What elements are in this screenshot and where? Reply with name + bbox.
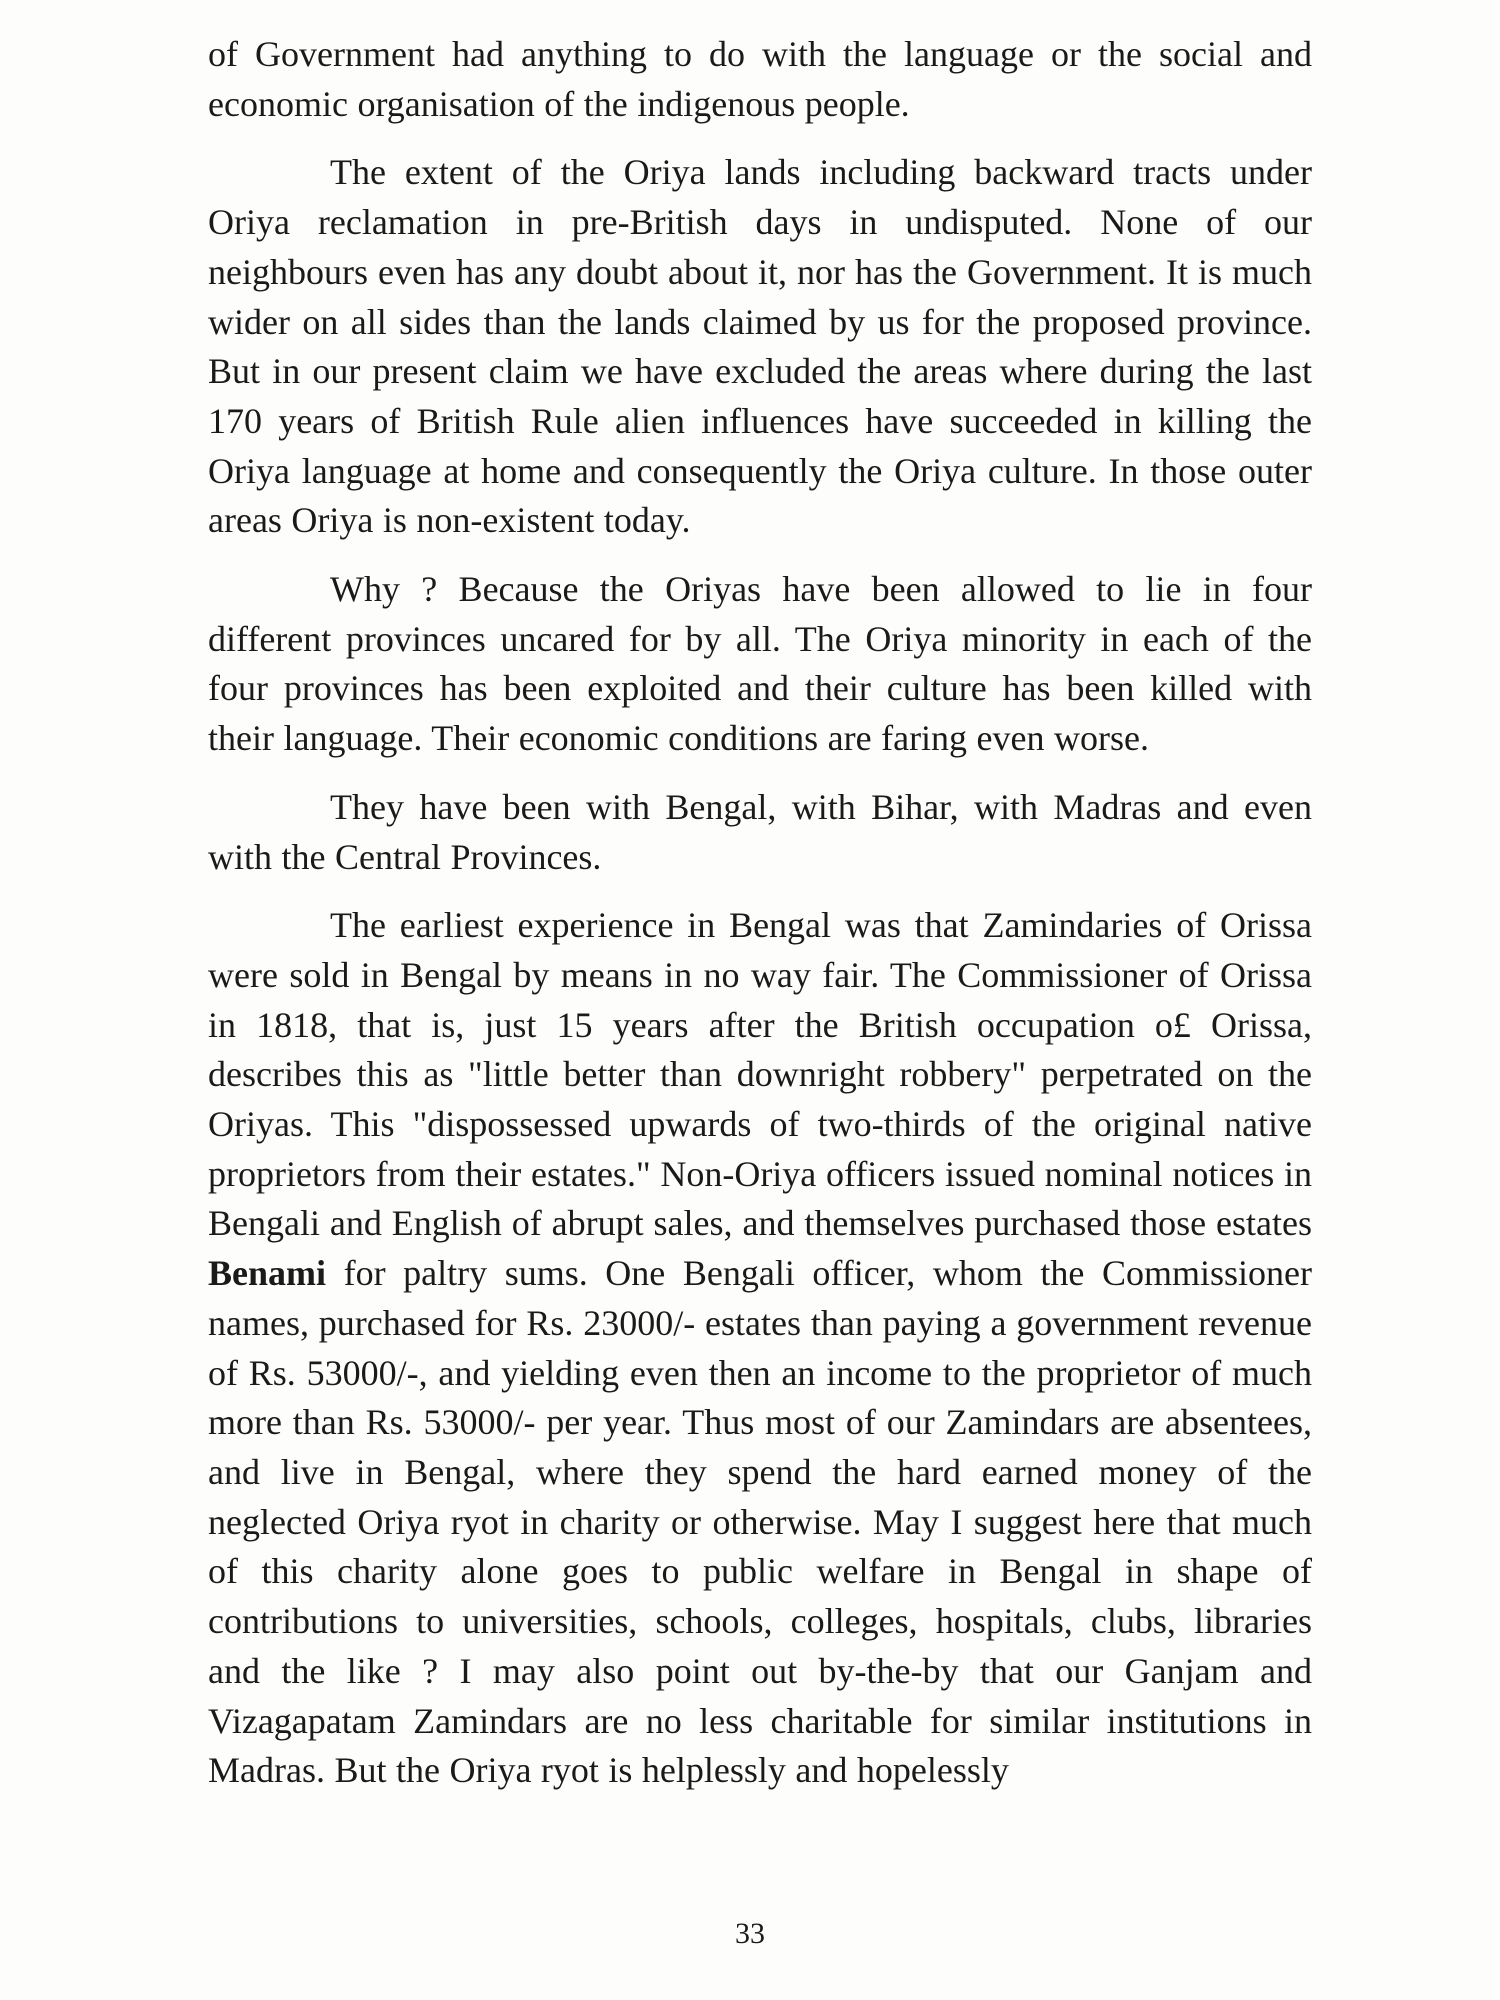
paragraph-text-after-bold: for paltry sums. One Bengali officer, whom the Commissioner names, purchased for Rs. 23000/- estates than paying a government revenue of Rs. 53000/-, and yielding even then an income to the proprietor of much more than Rs. 53000/- per year. Thus most of our Zamindars are absentees, and live in Bengal, where they spend the hard earned money of the neglected Oriya ryot in charity or otherwise. May I suggest here that much of this charity alone goes to public welfare in Bengal in shape of contributions to universities, schools, colleges, hospitals, clubs, libraries and the like ? I may also point out by-the-by that our Ganjam and Vizagapatam Zamindars are no less charitable for similar institutions in Madras. But the Oriya ryot is helplessly and hopelessly: [208, 1253, 1312, 1791]
paragraph-text-before-bold: The earliest experience in Bengal was that Zamindaries of Orissa were sold in Bengal by means in no way fair. The Commissioner of Orissa in 1818, that is, just 15 years after the British occupation o£ Orissa, describes this as "little better than downright robbery" perpetrated on the Oriyas. This "dispossessed upwards of two-thirds of the original native proprietors from their estates." Non-Oriya officers issued nominal notices in Bengali and English of abrupt sales, and themselves purchased those estates: [208, 905, 1312, 1244]
paragraph-oriya-lands: The extent of the Oriya lands including backward tracts under Oriya reclamation in pre-British days in undisputed. None of our neighbours even has any doubt about it, nor has the Government. It is much wider on all sides than the lands claimed by us for the proposed province. But in our present claim we have excluded the areas where during the last 170 years of British Rule alien influences have succeeded in killing the Oriya language at home and consequently the Oriya culture. In those outer areas Oriya is non-existent today.: [208, 152, 1312, 541]
paragraph-continuation: of Government had anything to do with the language or the social and economic organisation of the indigenous people.: [208, 34, 1312, 124]
paragraph-bengal-bihar-madras: They have been with Bengal, with Bihar, with Madras and even with the Central Provinces.: [208, 786, 1312, 877]
paragraph-bengal-experience: [208, 901, 1312, 1796]
bold-term-benami: Benami: [208, 1253, 327, 1294]
paragraph-four-provinces: Why ? Because the Oriyas have been allowed to lie in four different provinces uncared for by all. The Oriya minority in each of the four provinces has been exploited and their culture has been killed with their language. Their economic conditions are faring even worse.: [208, 569, 1312, 759]
body-text: [208, 30, 1312, 1815]
page-number: 33: [735, 1917, 765, 1950]
